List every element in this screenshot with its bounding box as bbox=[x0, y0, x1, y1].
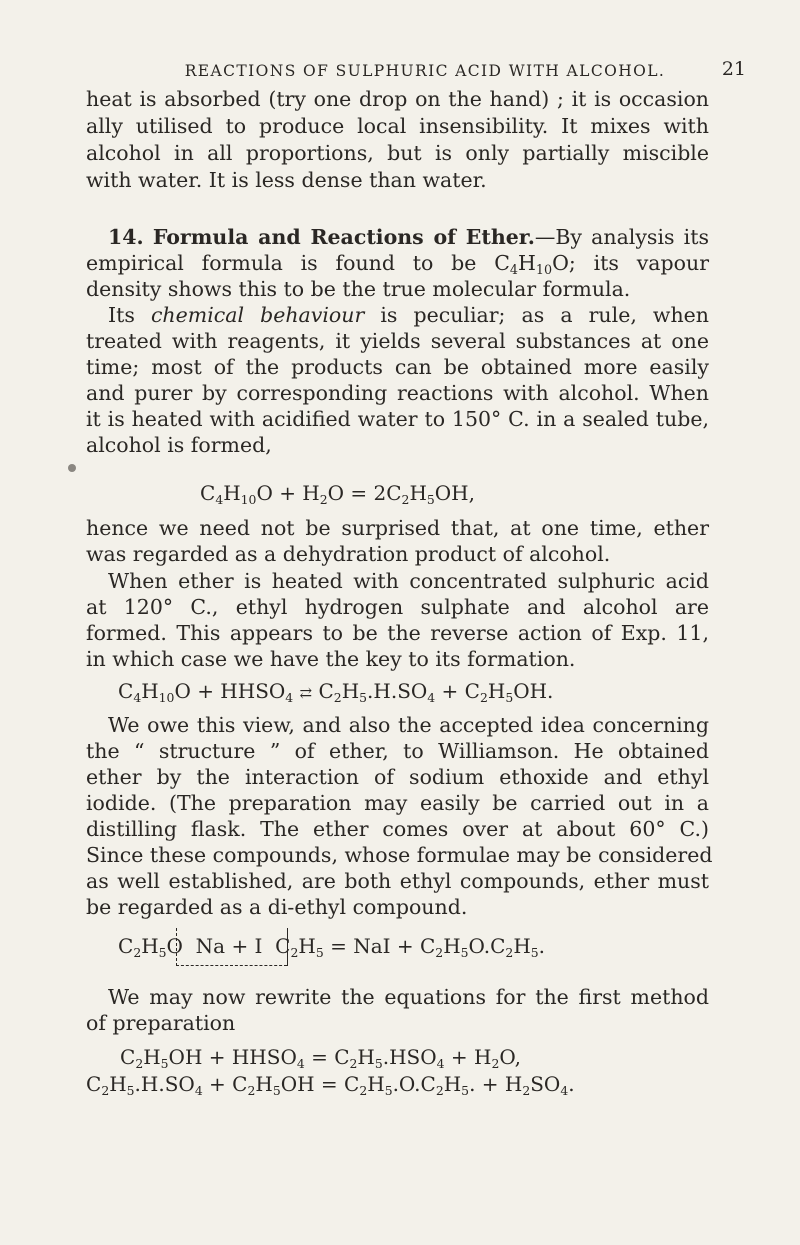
para6-line-2: of preparation bbox=[86, 1011, 236, 1035]
para4-line-4: in which case we have the key to its formation. bbox=[86, 647, 576, 671]
equation-williamson: $C_2H_5O$ Na + I $C_2H_5$ = NaI + $C_2H_5O.C_2H_5$. bbox=[118, 934, 546, 960]
equation-ether-formation: $C_2H_5.H.SO_4 + C_2H_5OH = C_2H_5.O.C_2H_5$. + $H_2SO_4$. bbox=[86, 1072, 575, 1098]
para4-line-3: formed. This appears to be the reverse action of Exp. 11, bbox=[86, 621, 709, 645]
ink-spot bbox=[68, 464, 76, 472]
para1-line-4: with water. It is less dense than water. bbox=[86, 168, 487, 192]
para6-line-1: We may now rewrite the equations for the first method bbox=[108, 985, 709, 1009]
para4-line-2: at 120° C., ethyl hydrogen sulphate and alcohol are bbox=[86, 595, 709, 619]
para1-line-1: heat is absorbed (try one drop on the hand) ; it is occasion bbox=[86, 87, 709, 111]
section-title: Formula and Reactions of Ether. bbox=[152, 225, 535, 249]
para5-line-5: distilling flask. The ether comes over at about 60° C.) bbox=[86, 817, 709, 841]
section-heading-rest: —By analysis its bbox=[534, 225, 709, 249]
box-left-edge bbox=[176, 928, 177, 966]
para5-line-8: be regarded as a di-ethyl compound. bbox=[86, 895, 468, 919]
para3-line-1: hence we need not be surprised that, at one time, ether bbox=[86, 516, 709, 540]
para5-line-6: Since these compounds, whose formulae may be considered bbox=[86, 843, 713, 867]
sec14-line-6: time; most of the products can be obtained more easily bbox=[86, 355, 709, 379]
running-title: REACTIONS OF SULPHURIC ACID WITH ALCOHOL. bbox=[184, 62, 666, 80]
para5-line-3: ether by the interaction of sodium ethoxide and ethyl bbox=[86, 765, 709, 789]
box-bottom-edge bbox=[176, 965, 287, 966]
sec14-line-9: alcohol is formed, bbox=[86, 433, 272, 457]
sec14-line-7: and purer by corresponding reactions with alcohol. When bbox=[86, 381, 709, 405]
emphasis-chemical-behaviour: chemical behaviour bbox=[150, 303, 365, 327]
para4-line-1: When ether is heated with concentrated sulphuric acid bbox=[108, 569, 709, 593]
para5-line-7: as well established, are both ethyl compounds, ether must bbox=[86, 869, 709, 893]
box-right-edge bbox=[287, 928, 288, 966]
para5-line-4: iodide. (The preparation may easily be carried out in a bbox=[86, 791, 709, 815]
equation-ethyl-sulphate: $C_2H_5OH$ + $HHSO_4 = C_2H_5.HSO_4 + H_2O$, bbox=[120, 1045, 521, 1071]
section-14-heading bbox=[108, 224, 709, 250]
page-number: 21 bbox=[721, 58, 746, 80]
para1-line-2: ally utilised to produce local insensibility. It mixes with bbox=[86, 114, 709, 138]
section-number: 14. bbox=[108, 225, 144, 249]
sec14-line-4: Its chemical behaviour is peculiar; as a rule, when bbox=[108, 303, 710, 327]
sec14-line-8: it is heated with acidified water to 150° C. in a sealed tube, bbox=[86, 407, 709, 431]
para1-line-3: alcohol in all proportions, but is only partially miscible bbox=[86, 141, 709, 165]
para5-line-1: We owe this view, and also the accepted idea concerning bbox=[108, 713, 709, 737]
equation-ether-hydrolysis: $C_4H_{10}O + H_2O = 2C_2H_5OH$, bbox=[200, 481, 475, 507]
para5-line-2: the “ structure ” of ether, to Williamson. He obtained bbox=[86, 739, 709, 763]
sec14-line-5: treated with reagents, it yields several substances at one bbox=[86, 329, 709, 353]
para3-line-2: was regarded as a dehydration product of alcohol. bbox=[86, 542, 611, 566]
equation-sulphuric-reversible: $C_4H_{10}O$ + $HHSO_4$ ⇄ $C_2H_5.H.SO_4 + C_2H_5OH$. bbox=[118, 679, 554, 705]
sec14-line-3: density shows this to be the true molecular formula. bbox=[86, 277, 631, 301]
sec14-line-2: empirical formula is found to be $C_4H_{10}O$; its vapour bbox=[86, 251, 709, 278]
